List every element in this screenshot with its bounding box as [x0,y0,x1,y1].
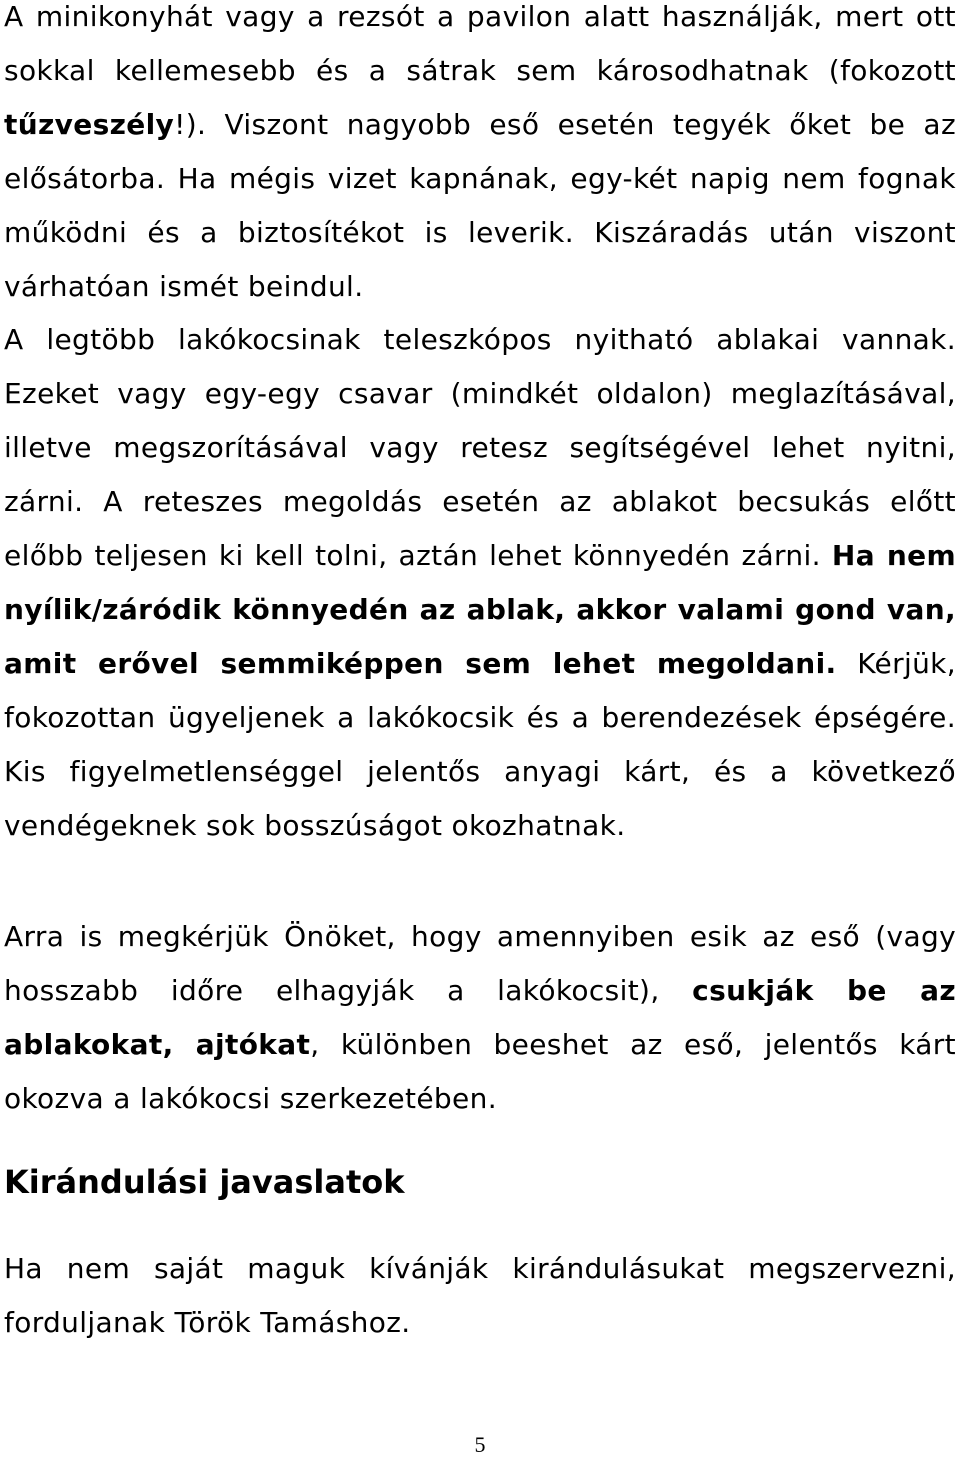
page-number: 5 [474,1432,486,1457]
paragraph-rain [4,910,956,1126]
paragraph-stove-text-1: A minikonyhát vagy a rezsót a pavilon alatt használják, mert ott sokkal kellemesebb és a sátrak sem károsodhatnak (fokozott [4,0,956,87]
paragraph-stove-bold: tűzveszély [4,108,175,141]
paragraph-excursions: Ha nem saját maguk kívánják kirándulásukat megszervezni, forduljanak Török Tamáshoz. [4,1252,956,1339]
paragraph-stove-text-2: !). Viszont nagyobb eső esetén tegyék őket be az elősátorba. Ha mégis vizet kapnának, egy-két napig nem fognak működni és a biztosítékot is leverik. Kiszáradás után viszont várhatóan ismét beindul. [4,108,956,303]
paragraph-stove [4,0,956,314]
paragraph-rain-bold: csukják be az ablakokat, ajtókat [4,974,957,1061]
paragraph-windows-bold: Ha nem nyílik/záródik könnyedén az ablak, akkor valami gond van, amit erővel semmiképpen sem lehet megoldani. [4,539,956,680]
paragraph-windows [4,313,956,853]
paragraph-windows-text-2: Kérjük, fokozottan ügyeljenek a lakókocsik és a berendezések épségére. Kis figyelmetlenséggel jelentős anyagi kárt, és a következő vendégeknek sok bosszúságot okozhatnak. [4,647,956,842]
paragraph-rain-text-1: Arra is megkérjük Önöket, hogy amennyiben esik az eső (vagy hosszabb időre elhagyják a lakókocsit), [4,920,956,1007]
section-heading: Kirándulási javaslatok [4,1163,405,1201]
paragraph-rain-text-2: , különben beeshet az eső, jelentős kárt okozva a lakókocsi szerkezetében. [4,1028,956,1115]
paragraph-windows-text-1: A legtöbb lakókocsinak teleszkópos nyitható ablakai vannak. Ezeket vagy egy-egy csavar (mindkét oldalon) meglazításával, illetve megszorításával vagy retesz segítségével lehet nyitni, zárni. A reteszes megoldás esetén az ablakot becsukás előtt előbb teljesen ki kell tolni, aztán lehet könnyedén zárni. [4,323,956,572]
